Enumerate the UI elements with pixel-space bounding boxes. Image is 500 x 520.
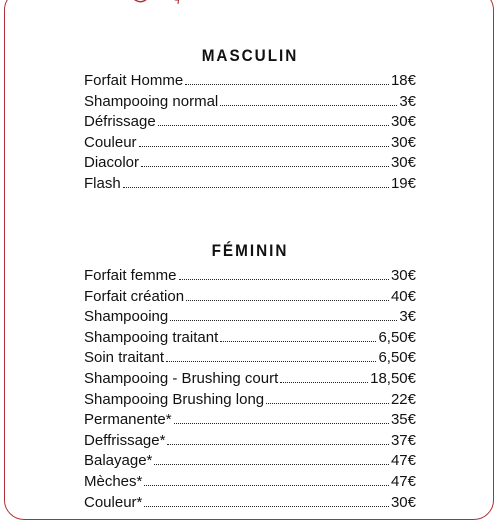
dotted-leader	[170, 320, 397, 321]
dotted-leader	[141, 166, 389, 167]
section-title-feminin: FÉMININ	[211, 241, 289, 260]
service-price: 18,50€	[370, 369, 416, 387]
dotted-leader	[185, 84, 389, 85]
price-row	[84, 493, 416, 514]
dotted-leader	[158, 125, 389, 126]
service-price: 30€	[390, 267, 416, 284]
service-price: 3€	[399, 92, 416, 110]
dotted-leader	[220, 341, 376, 342]
price-row	[84, 390, 416, 411]
price-list-feminin	[84, 266, 416, 513]
service-price: 47€	[390, 452, 416, 470]
service-name: Défrissage	[84, 113, 156, 131]
dotted-leader	[280, 382, 368, 383]
price-row	[84, 410, 416, 431]
price-row	[84, 153, 416, 174]
section-masculin	[84, 44, 416, 195]
price-row	[84, 307, 416, 328]
price-list-masculin	[84, 71, 416, 195]
section-title-masculin: MASCULIN	[201, 46, 299, 65]
service-price: 18€	[390, 72, 416, 89]
price-row	[84, 472, 416, 493]
dotted-leader	[144, 485, 389, 486]
service-price: 3€	[399, 308, 416, 326]
service-name: Shampooing - Brushing court	[84, 369, 279, 387]
service-name: Balayage*	[84, 452, 153, 470]
price-row	[84, 266, 416, 287]
dotted-leader	[186, 300, 389, 301]
dotted-leader	[154, 464, 389, 465]
service-price: 47€	[390, 472, 416, 490]
price-row	[84, 112, 416, 133]
price-row	[84, 328, 416, 349]
service-price: 30€	[390, 133, 416, 151]
service-name: Diacolor	[84, 154, 140, 172]
dotted-leader	[167, 444, 389, 445]
service-price: 6,50€	[378, 349, 416, 367]
dotted-leader	[139, 146, 389, 147]
service-name: Forfait création	[84, 287, 185, 305]
dotted-leader	[266, 403, 389, 404]
service-name: Permanente*	[84, 411, 172, 429]
price-row	[84, 174, 416, 195]
price-row	[84, 133, 416, 154]
service-name: Shampooing	[84, 308, 169, 326]
dotted-leader	[174, 423, 389, 424]
service-name: Mèches*	[84, 472, 143, 490]
dotted-leader	[123, 187, 389, 188]
service-name: Shampooing traitant	[84, 328, 219, 346]
price-row	[84, 287, 416, 308]
service-price: 30€	[390, 493, 416, 511]
service-name: Deffrissage*	[84, 431, 166, 449]
service-name: Forfait femme	[84, 267, 177, 284]
price-row	[84, 92, 416, 113]
price-row	[84, 451, 416, 472]
service-price: 37€	[390, 431, 416, 449]
service-price: 6,50€	[378, 328, 416, 346]
service-name: Shampooing normal	[84, 92, 219, 110]
service-price: 40€	[390, 287, 416, 305]
service-price: 19€	[390, 174, 416, 192]
service-price: 22€	[390, 390, 416, 408]
dotted-leader	[144, 506, 389, 507]
service-name: Forfait Homme	[84, 72, 184, 89]
price-row	[84, 71, 416, 92]
price-row	[84, 431, 416, 452]
price-row	[84, 348, 416, 369]
service-name: Shampooing Brushing long	[84, 390, 265, 408]
section-feminin	[84, 239, 416, 513]
service-name: Couleur	[84, 133, 137, 151]
salon-logo-script	[118, 0, 258, 12]
service-price: 30€	[390, 113, 416, 131]
dotted-leader	[220, 105, 397, 106]
dotted-leader	[166, 361, 376, 362]
service-name: Flash	[84, 174, 121, 192]
service-price: 30€	[390, 154, 416, 172]
service-name: Couleur*	[84, 493, 143, 511]
service-name: Soin traitant	[84, 349, 165, 367]
service-price: 35€	[390, 411, 416, 429]
dotted-leader	[179, 279, 389, 280]
price-row	[84, 369, 416, 390]
